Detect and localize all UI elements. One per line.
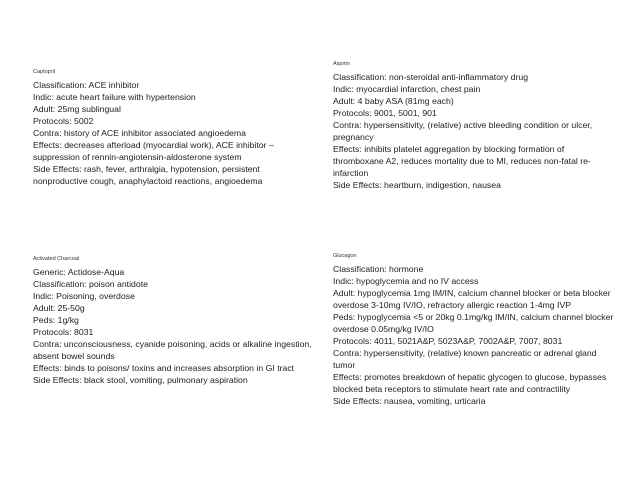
drug-card-title: Captopril bbox=[33, 69, 56, 75]
drug-card-line: overdose 3-10mg IV/IO, refractory allergic reaction 1-4mg IVP bbox=[333, 300, 572, 310]
drug-card-line: suppression of rennin-angiotensin-aldosterone system bbox=[33, 152, 242, 162]
drug-card-line: Adult: 25mg sublingual bbox=[33, 104, 121, 114]
drug-card-line: Contra: history of ACE inhibitor associated angioedema bbox=[33, 128, 246, 138]
drug-card-line: Classification: ACE inhibitor bbox=[33, 80, 140, 90]
drug-card-line: Contra: hypersensitivity, (relative) active bleeding condition or ulcer, bbox=[333, 120, 593, 130]
drug-card-line: Effects: promotes breakdown of hepatic glycogen to glucose, bypasses bbox=[333, 372, 607, 382]
drug-card-line: Classification: non-steroidal anti-inflammatory drug bbox=[333, 72, 529, 82]
drug-card-line: Generic: Actidose-Aqua bbox=[33, 267, 125, 277]
drug-card-line: Adult: hypoglycemia 1mg IM/IN, calcium channel blocker or beta blocker bbox=[333, 288, 611, 298]
drug-card-line: blocked beta receptors to stimulate heart rate and contractility bbox=[333, 384, 571, 394]
drug-card-line: Classification: poison antidote bbox=[33, 279, 148, 289]
drug-card-title: Aspirin bbox=[333, 61, 350, 67]
drug-card-body bbox=[33, 266, 318, 386]
drug-card-line: Indic: acute heart failure with hypertension bbox=[33, 92, 196, 102]
drug-card-line: Protocols: 9001, 5001, 901 bbox=[333, 108, 437, 118]
drug-card-line: Protocols: 4011, 5021A&P, 5023A&P, 7002A&P, 7007, 8031 bbox=[333, 336, 563, 346]
drug-card-line: Indic: myocardial infarction, chest pain bbox=[333, 84, 481, 94]
drug-card-line: Contra: hypersensitivity, (relative) known pancreatic or adrenal gland bbox=[333, 348, 597, 358]
drug-card-title: Glucagon bbox=[333, 253, 357, 259]
drug-card-body bbox=[33, 79, 318, 187]
drug-card-line: Side Effects: heartburn, indigestion, nausea bbox=[333, 180, 501, 190]
drug-card-line: pregnancy bbox=[333, 132, 374, 142]
drug-card-line: Contra: unconsciousness, cyanide poisoning, acids or alkaline ingestion, bbox=[33, 339, 312, 349]
drug-card-line: Side Effects: nausea, vomiting, urticaria bbox=[333, 396, 486, 406]
drug-card-captopril bbox=[33, 69, 318, 187]
drug-card-line: tumor bbox=[333, 360, 356, 370]
drug-card-glucagon bbox=[333, 253, 618, 407]
drug-card-line: thromboxane A2, reduces mortality due to MI, reduces non-fatal re- bbox=[333, 156, 591, 166]
drug-card-line: Peds: hypoglycemia <5 or 20kg 0.1mg/kg IM/IN, calcium channel blocker bbox=[333, 312, 614, 322]
drug-card-line: Protocols: 5002 bbox=[33, 116, 94, 126]
drug-card-activated-charcoal bbox=[33, 256, 318, 386]
drug-card-body bbox=[333, 71, 618, 191]
drug-card-line: Indic: hypoglycemia and no IV access bbox=[333, 276, 479, 286]
drug-card-line: Classification: hormone bbox=[333, 264, 424, 274]
drug-card-line: Side Effects: black stool, vomiting, pulmonary aspiration bbox=[33, 375, 248, 385]
drug-card-title: Activated Charcoal bbox=[33, 256, 80, 262]
drug-card-body bbox=[333, 263, 618, 407]
drug-card-line: Adult: 25-50g bbox=[33, 303, 85, 313]
drug-card-line: Indic: Poisoning, overdose bbox=[33, 291, 135, 301]
drug-card-line: absent bowel sounds bbox=[33, 351, 115, 361]
drug-card-line: Effects: decreases afterload (myocardial work), ACE inhibitor – bbox=[33, 140, 274, 150]
drug-card-line: nonproductive cough, anaphylactoid reactions, angioedema bbox=[33, 176, 263, 186]
drug-card-line: Adult: 4 baby ASA (81mg each) bbox=[333, 96, 454, 106]
drug-card-line: infarction bbox=[333, 168, 369, 178]
drug-card-line: Protocols: 8031 bbox=[33, 327, 94, 337]
drug-card-line: Peds: 1g/kg bbox=[33, 315, 79, 325]
drug-card-line: Effects: binds to poisons/ toxins and increases absorption in GI tract bbox=[33, 363, 295, 373]
drug-card-line: Effects: inhibits platelet aggregation by blocking formation of bbox=[333, 144, 565, 154]
drug-card-line: Side Effects: rash, fever, arthralgia, hypotension, persistent bbox=[33, 164, 260, 174]
drug-card-aspirin bbox=[333, 61, 618, 191]
drug-card-line: overdose 0.05mg/kg IV/IO bbox=[333, 324, 434, 334]
